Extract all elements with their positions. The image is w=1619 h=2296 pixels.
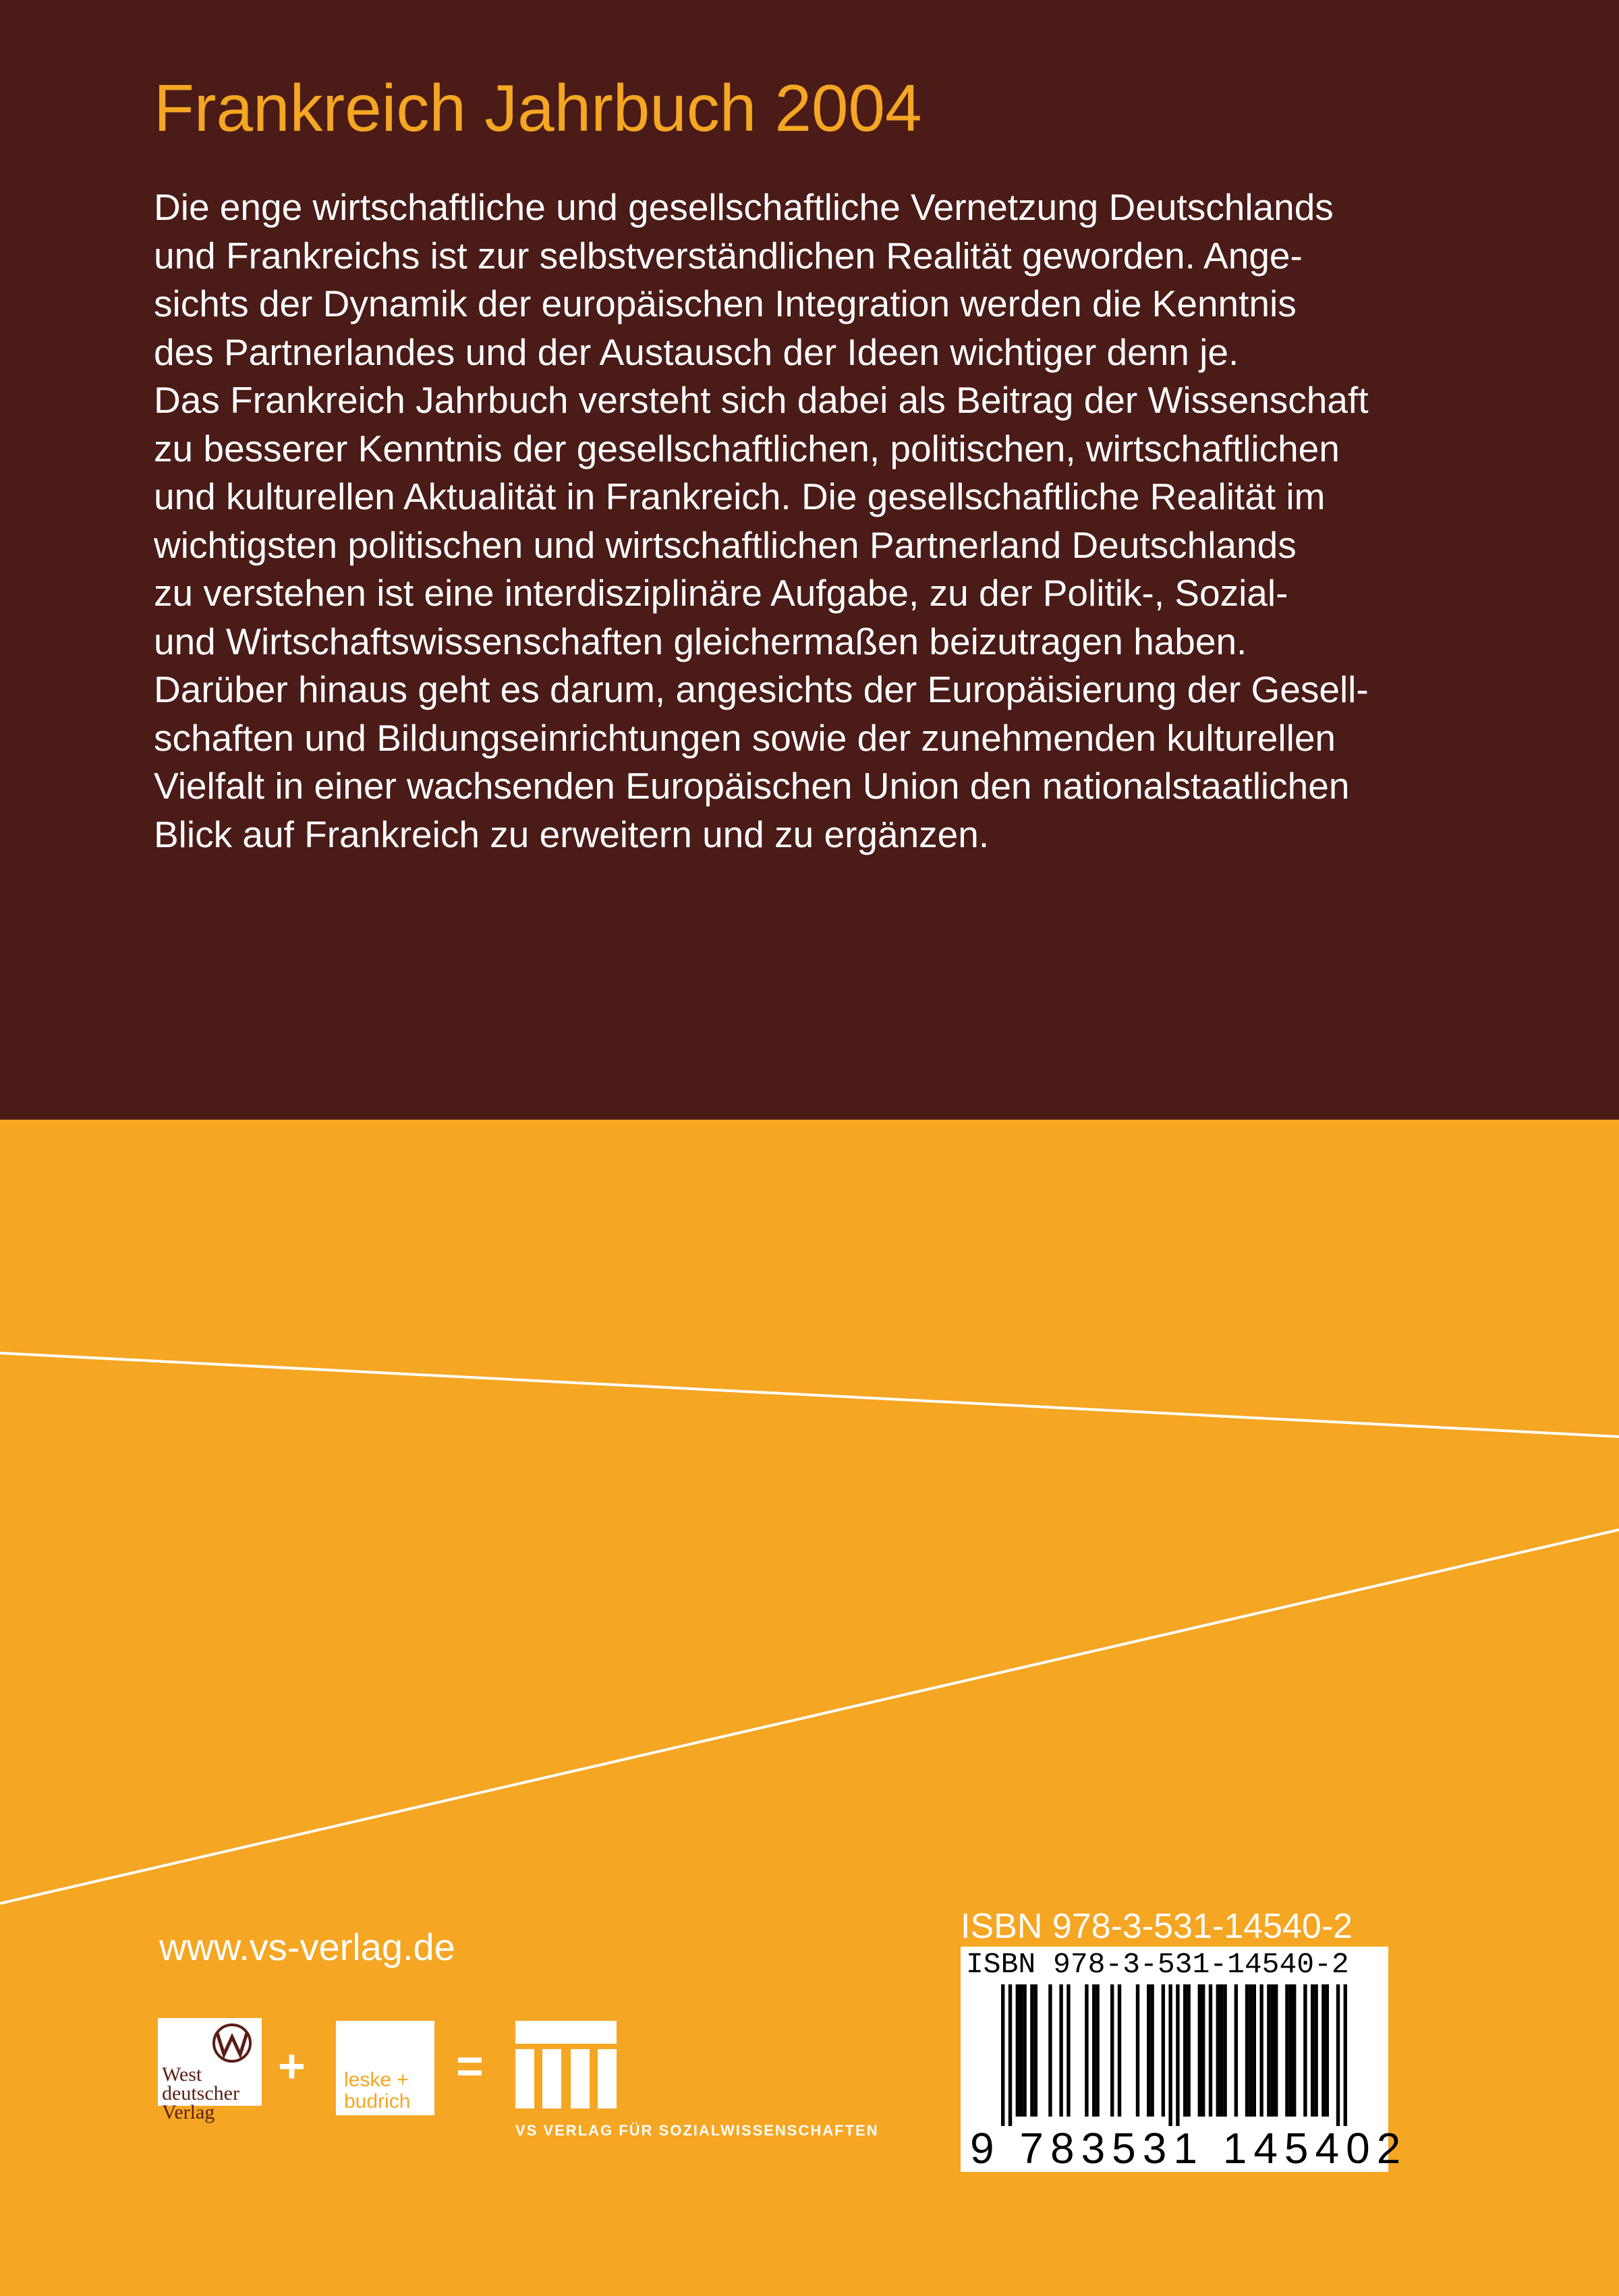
barcode-bar [1220, 1984, 1223, 2117]
barcode-bar [1187, 1984, 1190, 2117]
barcode-bar [1314, 1984, 1317, 2117]
barcode-bar [1136, 1984, 1139, 2117]
description-line: Blick auf Frankreich zu erweitern und zu ergänzen. [154, 813, 990, 855]
barcode-bar [1234, 1984, 1238, 2117]
description-line: zu besserer Kenntnis der gesellschaftlichen, politischen, wirtschaftlichen [154, 427, 1340, 469]
decorative-line-lower [0, 1530, 1619, 1903]
barcode-bar [1267, 1984, 1270, 2117]
description-line: schaften und Bildungseinrichtungen sowie der zunehmenden kulturellen [154, 716, 1336, 759]
barcode-bar [1285, 1984, 1288, 2117]
description-line: zu verstehen ist eine interdisziplinäre Aufgabe, zu der Politik-, Sozial- [154, 572, 1288, 614]
vs-verlag-caption: VS VERLAG FÜR SOZIALWISSENSCHAFTEN [515, 2122, 879, 2139]
barcode-bar [1209, 1984, 1212, 2117]
barcode-bar [1253, 1984, 1256, 2117]
description-line: und Frankreichs ist zur selbstverständlichen Realität geworden. Ange- [154, 234, 1303, 277]
barcode-bar [1344, 1984, 1347, 2126]
vs-columns-logo-icon [515, 2021, 617, 2108]
barcode-bar [1249, 1984, 1252, 2117]
barcode-bar [1326, 1984, 1329, 2117]
barcode-bar [1183, 1984, 1187, 2117]
description-line: Die enge wirtschaftliche und gesellschaftliche Vernetzung Deutschlands [154, 186, 1334, 228]
wdv-line-3: Verlag [162, 2101, 215, 2123]
barcode-bar [1085, 1984, 1088, 2117]
description-line: Darüber hinaus geht es darum, angesichts der Europäisierung der Gesell- [154, 668, 1369, 710]
barcode-bar [1303, 1984, 1307, 2117]
description-line: und kulturellen Aktualität in Frankreich. Die gesellschaftliche Realität im [154, 476, 1326, 517]
barcode-panel [961, 1947, 1408, 2173]
barcode-bar [1001, 1984, 1004, 2126]
description-line: des Partnerlandes und der Austausch der Ideen wichtiger denn je. [154, 331, 1239, 373]
isbn-label: ISBN 978-3-531-14540-2 [961, 1907, 1353, 1946]
barcode-bar [1118, 1984, 1121, 2117]
description-line: wichtigsten politischen und wirtschaftlichen Partnerland Deutschlands [154, 523, 1297, 566]
ean13-barcode-icon [961, 1984, 1388, 2126]
barcode-bar [1176, 1984, 1179, 2126]
barcode-bar [1110, 1984, 1114, 2117]
barcode-bar [1034, 1984, 1038, 2117]
barcode-bar [1168, 1984, 1172, 2126]
barcode-bar [1067, 1984, 1070, 2117]
barcode-bar [1019, 1984, 1023, 2117]
barcode-bar [1048, 1984, 1052, 2117]
description-line: sichts der Dynamik der europäischen Integration werden die Kenntnis [154, 283, 1297, 324]
ean-digits: 9 783531 145402 [970, 2124, 1408, 2173]
description-line: Vielfalt in einer wachsenden Europäischen Union den nationalstaatlichen [154, 765, 1350, 807]
barcode-bar [1274, 1984, 1278, 2117]
barcode-bar [1311, 1984, 1314, 2117]
barcode-bar [1223, 1984, 1226, 2117]
equals-sign: = [456, 2040, 484, 2092]
barcode-bar [1092, 1984, 1096, 2117]
barcode-bar [1059, 1984, 1062, 2117]
publisher-website[interactable]: www.vs-verlag.de [159, 1926, 455, 1968]
barcode-bar [1322, 1984, 1325, 2117]
description-line: Das Frankreich Jahrbuch versteht sich dabei als Beitrag der Wissenschaft [154, 379, 1369, 421]
barcode-bar [1147, 1984, 1150, 2117]
description-line: und Wirtschaftswissenschaften gleichermaßen beizutragen haben. [154, 620, 1247, 662]
leske-line-1: leske + [344, 2069, 409, 2091]
barcode-bar [1216, 1984, 1220, 2117]
barcode-bar [1271, 1984, 1274, 2117]
westdeutscher-verlag-logo [158, 2018, 262, 2123]
barcode-bar [1198, 1984, 1201, 2117]
wdv-line-1: West [162, 2063, 202, 2086]
isbn-mono-label: ISBN 978-3-531-14540-2 [966, 1948, 1349, 1981]
barcode-bar [1289, 1984, 1293, 2117]
plus-sign: + [278, 2040, 306, 2092]
barcode-bar [1030, 1984, 1033, 2117]
wdv-monogram-icon [206, 2022, 258, 2064]
book-title: Frankreich Jahrbuch 2004 [154, 71, 922, 145]
barcode-bar [1009, 1984, 1012, 2126]
leske-line-2: budrich [344, 2090, 411, 2113]
barcode-bar [1162, 1984, 1165, 2117]
barcode-bar [1259, 1984, 1263, 2117]
leske-budrich-logo [336, 2021, 434, 2115]
barcode-bar [1245, 1984, 1249, 2117]
barcode-bar [1293, 1984, 1296, 2117]
barcode-bar [1016, 1984, 1019, 2117]
barcode-bar [1096, 1984, 1099, 2117]
barcode-bar [1336, 1984, 1340, 2126]
wdv-line-2: deutscher [162, 2082, 239, 2104]
barcode-bar [1201, 1984, 1205, 2117]
barcode-bar [1150, 1984, 1154, 2117]
barcode-bar [1023, 1984, 1026, 2117]
decorative-line-upper [0, 1353, 1619, 1437]
